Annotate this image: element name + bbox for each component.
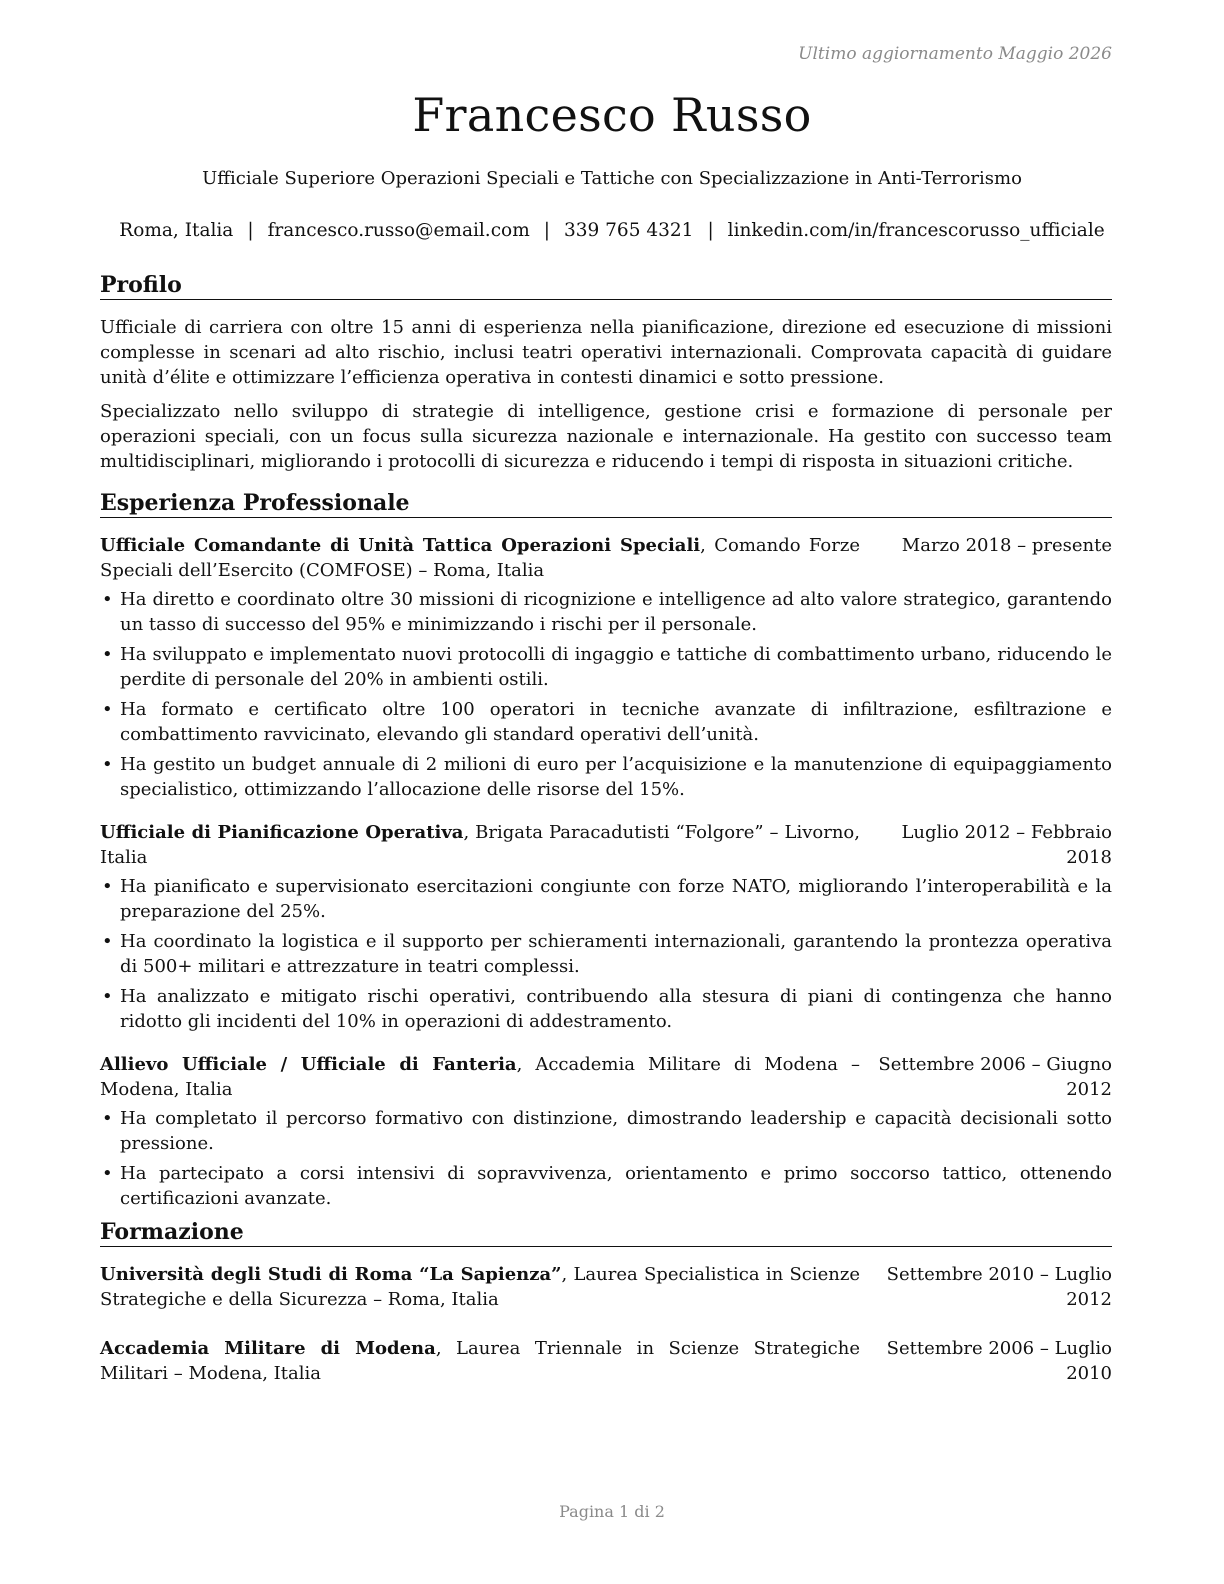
list-item: • Ha completato il percorso formativo con distinzione, dimostrando leadership e capacità decisionali sotto pressione. [100,1106,1112,1156]
education-dates: Settembre 2010 – Luglio 2012 [886,1264,1112,1310]
job-title-line [100,820,860,870]
education-entry [100,1262,1112,1312]
list-item: • Ha analizzato e mitigato rischi operativi, contribuendo alla stesura di piani di contingenza che hanno ridotto gli incidenti del 10% in operazioni di addestramento. [100,984,1112,1034]
education-school: Università degli Studi di Roma “La Sapienza” [100,1264,562,1285]
education-dates: Settembre 2006 – Luglio 2010 [886,1338,1112,1384]
section-title-profile: Profilo [100,272,1112,300]
contact-location: Roma, Italia [119,220,234,241]
job-role: Ufficiale Comandante di Unità Tattica Operazioni Speciali [100,535,701,556]
job-dates: Marzo 2018 – presente [901,535,1112,556]
education-title-line [100,1262,860,1312]
contact-separator: | [543,220,550,241]
last-updated-note: Ultimo aggiornamento Maggio 2026 [798,44,1112,64]
job-role: Ufficiale di Pianificazione Operativa [100,822,464,843]
contact-linkedin[interactable]: linkedin.com/in/francescorusso_ufficiale [727,220,1105,241]
education-entry [100,1336,1112,1386]
candidate-name: Francesco Russo [412,88,812,142]
job-bullets [100,874,1112,1034]
education-section [100,1219,1112,1386]
profile-paragraph: Specializzato nello sviluppo di strategie di intelligence, gestione crisi e formazione di personale per operazioni speciali, con un focus sulla sicurezza nazionale e internazionale. Ha gestito con successo team multidisciplinari, migliorando i protocolli di sicurezza e riducendo i tempi di risposta in situazioni critiche. [100,401,1112,472]
job-role: Allievo Ufficiale / Ufficiale di Fanteria [100,1054,517,1075]
job-entry [100,820,1112,1034]
list-item: • Ha partecipato a corsi intensivi di sopravvivenza, orientamento e primo soccorso tattico, ottenendo certificazioni avanzate. [100,1161,1112,1211]
education-school: Accademia Militare di Modena [100,1338,436,1359]
job-org: , Brigata Paracadutisti “Folgore” – Livorno, Italia [100,822,860,868]
list-item: • Ha gestito un budget annuale di 2 milioni di euro per l’acquisizione e la manutenzione di equipaggiamento specialistico, ottimizzando l’allocazione delle risorse del 15%. [100,752,1112,802]
list-item: • Ha diretto e coordinato oltre 30 missioni di ricognizione e intelligence ad alto valore strategico, garantendo un tasso di successo del 95% e minimizzando i rischi per il personale. [100,587,1112,637]
education-detail: , Laurea Specialistica in Scienze Strategiche e della Sicurezza – Roma, Italia [100,1264,860,1310]
experience-section [100,490,1112,1216]
list-item: • Ha pianificato e supervisionato esercitazioni congiunte con forze NATO, migliorando l’interoperabilità e la preparazione del 25%. [100,874,1112,924]
job-entry [100,533,1112,802]
job-dates: Luglio 2012 – Febbraio 2018 [901,822,1112,868]
section-title-experience: Esperienza Professionale [100,490,1112,518]
list-item: • Ha coordinato la logistica e il supporto per schieramenti internazionali, garantendo la prontezza operativa di 500+ militari e attrezzature in teatri complessi. [100,929,1112,979]
job-entry [100,1052,1112,1211]
list-item: • Ha formato e certificato oltre 100 operatori in tecniche avanzate di infiltrazione, esfiltrazione e combattimento ravvicinato, elevando gli standard operativi dell’unità. [100,697,1112,747]
contact-email[interactable]: francesco.russo@email.com [267,220,530,241]
job-title-line [100,533,860,583]
profile-section [100,272,1112,474]
job-dates: Settembre 2006 – Giugno 2012 [878,1054,1112,1100]
list-item: • Ha sviluppato e implementato nuovi protocolli di ingaggio e tattiche di combattimento urbano, riducendo le perdite di personale del 20% in ambienti ostili. [100,642,1112,692]
section-title-education: Formazione [100,1219,1112,1247]
job-title-line [100,1052,860,1102]
education-detail: , Laurea Triennale in Scienze Strategiche Militari – Modena, Italia [100,1338,860,1384]
contact-phone: 339 765 4321 [563,220,694,241]
contact-separator: | [707,220,714,241]
job-org: , Accademia Militare di Modena – Modena, Italia [100,1054,860,1100]
job-bullets [100,587,1112,802]
contact-separator: | [247,220,254,241]
contact-line [0,220,1224,241]
headline: Ufficiale Superiore Operazioni Speciali e Tattiche con Specializzazione in Anti-Terrorismo [202,168,1022,189]
education-title-line [100,1336,860,1386]
page-number: Pagina 1 di 2 [559,1502,665,1521]
profile-paragraph: Ufficiale di carriera con oltre 15 anni di esperienza nella pianificazione, direzione ed esecuzione di missioni complesse in scenari ad alto rischio, inclusi teatri operativi internazionali. Comprovata capacità di guidare unità d’élite e ottimizzare l’efficienza operativa in contesti dinamici e sotto pressione. [100,317,1112,388]
job-bullets [100,1106,1112,1211]
job-org: , Comando Forze Speciali dell’Esercito (COMFOSE) – Roma, Italia [100,535,861,581]
